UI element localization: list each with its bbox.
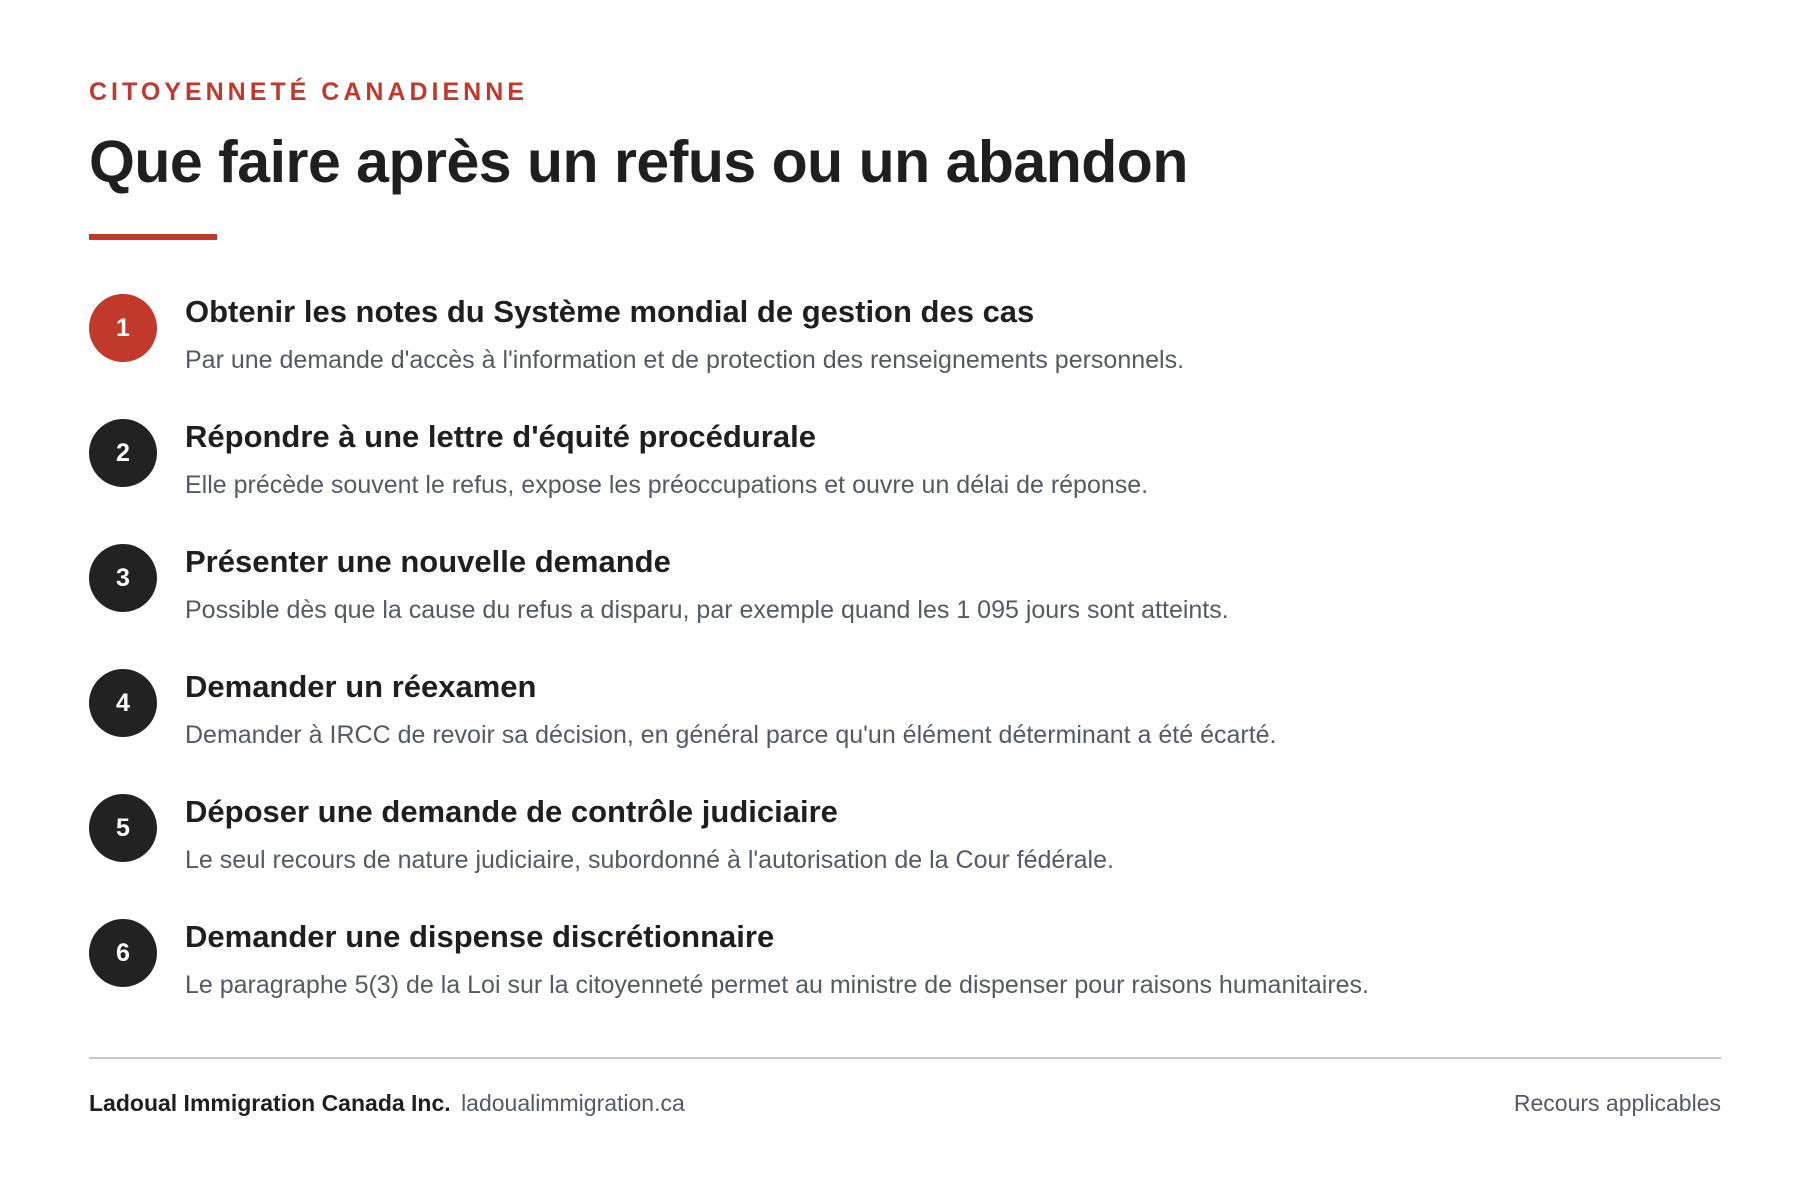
step-title: Répondre à une lettre d'équité procédurale (185, 419, 816, 454)
step-number-badge: 1 (89, 294, 157, 362)
footer-company-name: Ladoual Immigration Canada Inc. (89, 1090, 451, 1116)
step-number-badge: 2 (89, 419, 157, 487)
steps-list (89, 292, 1721, 1042)
step-item-4 (89, 667, 1721, 792)
step-item-3 (89, 542, 1721, 667)
step-number-badge: 6 (89, 919, 157, 987)
step-item-2 (89, 417, 1721, 542)
step-description: Possible dès que la cause du refus a disparu, par exemple quand les 1 095 jours sont atteints. (185, 596, 1229, 624)
eyebrow-label: CITOYENNETÉ CANADIENNE (89, 78, 528, 106)
footer-divider (89, 1057, 1721, 1059)
step-number-badge: 4 (89, 669, 157, 737)
step-item-5 (89, 792, 1721, 917)
step-number-badge: 3 (89, 544, 157, 612)
step-number-badge: 5 (89, 794, 157, 862)
step-description: Demander à IRCC de revoir sa décision, en général parce qu'un élément déterminant a été écarté. (185, 721, 1277, 749)
step-title: Déposer une demande de contrôle judiciaire (185, 794, 838, 829)
footer-section-label: Recours applicables (1513, 1090, 1721, 1116)
step-title: Demander un réexamen (185, 669, 537, 704)
step-item-1 (89, 292, 1721, 417)
step-title: Obtenir les notes du Système mondial de gestion des cas (185, 294, 1035, 329)
step-description: Par une demande d'accès à l'information et de protection des renseignements personnels. (185, 346, 1185, 374)
infographic-page (89, 0, 1721, 1190)
step-description: Le paragraphe 5(3) de la Loi sur la citoyenneté permet au ministre de dispenser pour raisons humanitaires. (185, 971, 1369, 999)
step-item-6 (89, 917, 1721, 1042)
page-title: Que faire après un refus ou un abandon (89, 129, 1188, 195)
footer-credit (89, 1090, 685, 1117)
footer-website: ladoualimmigration.ca (461, 1090, 685, 1116)
step-title: Demander une dispense discrétionnaire (185, 919, 775, 954)
title-accent-rule (89, 234, 217, 240)
step-description: Elle précède souvent le refus, expose les préoccupations et ouvre un délai de réponse. (185, 471, 1149, 499)
step-title: Présenter une nouvelle demande (185, 544, 671, 579)
step-description: Le seul recours de nature judiciaire, subordonné à l'autorisation de la Cour fédérale. (185, 846, 1114, 874)
